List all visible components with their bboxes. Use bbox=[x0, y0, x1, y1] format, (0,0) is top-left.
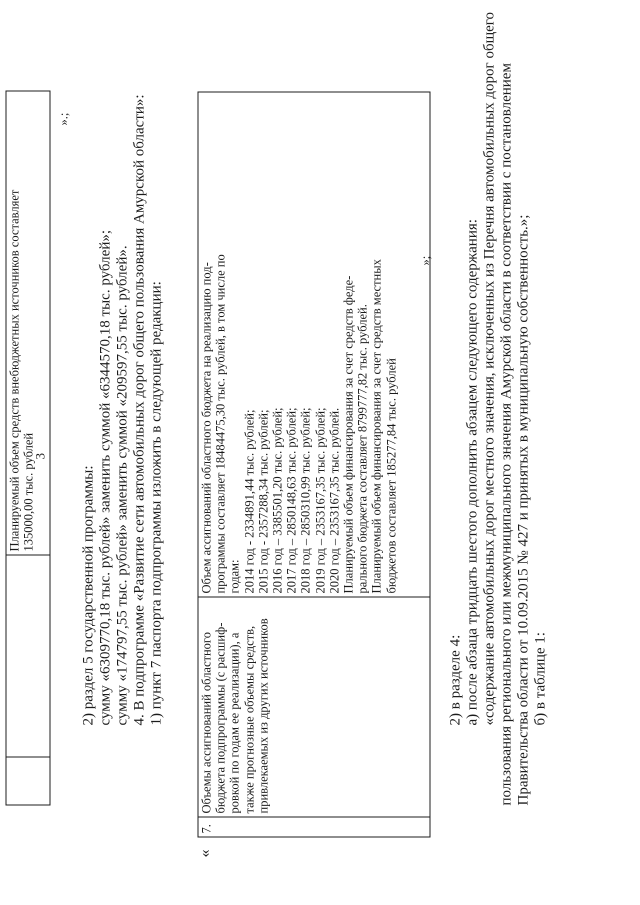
row-number-cell bbox=[198, 817, 430, 837]
table-cell-empty-number bbox=[6, 757, 50, 805]
text-line: пользования регионального или межмуниципального значения Амурской области в соответствии с постановлением bbox=[498, 62, 514, 805]
value-line: Планируемый объем финансирования за счет средств местных bbox=[369, 258, 384, 593]
table-cell-empty-label bbox=[6, 555, 50, 757]
text-line: 2) раздел 5 государственной программы: bbox=[80, 464, 96, 725]
table-closing-quote: »; bbox=[418, 255, 432, 265]
value-line: Планируемый объем финансирования за счет средств феде- bbox=[341, 275, 356, 593]
value-line: 2018 год – 2850310,99 тыс. рублей; bbox=[298, 406, 313, 593]
value-line: Объем ассигнований областного бюджета на реализацию под- bbox=[199, 261, 213, 593]
table-closing-quote: ».; bbox=[56, 112, 70, 125]
value-line: 2014 год - 2334891,44 тыс. рублей; bbox=[241, 409, 256, 593]
value-line: 2016 год – 3385501,20 тыс. рублей; bbox=[270, 406, 285, 593]
label-line: привлекаемых из других источников bbox=[255, 617, 270, 813]
label-line: бюджета подпрограммы (с расшиф- bbox=[213, 622, 228, 813]
extrabudgetary-line: Планируемый объем средств внебюджетных источников составляет bbox=[7, 189, 21, 551]
value-line: годам: bbox=[227, 559, 242, 593]
value-line: 2019 год – 2353167,35 тыс. рублей; bbox=[312, 406, 327, 593]
label-line: ровкой по годам ее реализации), а bbox=[227, 632, 242, 813]
text-line: «содержание автомобильных дорог местного значения, исключенных из Перечня автомобильных дорог общего bbox=[481, 11, 497, 725]
table-cell-extrabudgetary bbox=[6, 91, 50, 555]
continued-table bbox=[5, 90, 50, 805]
value-line: бюджетов составляет 185277,84 тыс. рублей bbox=[383, 357, 398, 593]
text-line: б) в таблице 1: bbox=[532, 631, 548, 725]
value-line: 2020 год – 2353167,35 тыс. рублей. bbox=[326, 407, 341, 593]
value-line: 2015 год - 2357288,34 тыс. рублей; bbox=[255, 409, 270, 593]
text-line: 2) в разделе 4: bbox=[447, 634, 463, 725]
passport-label-cell bbox=[198, 597, 430, 817]
label-line: Объемы ассигнований областного bbox=[199, 631, 213, 813]
text-line: 1) пункт 7 паспорта подпрограммы изложить в следующей редакции: bbox=[148, 280, 164, 725]
text-line: сумму «174797,55 тыс. рублей» заменить суммой «209597,55 тыс. рублей». bbox=[114, 244, 130, 725]
text-line: а) после абзаца тридцать шестого дополнить абзацем следующего содержания: bbox=[464, 218, 480, 725]
row-number: 7. bbox=[199, 823, 213, 833]
extrabudgetary-line: 135000,00 тыс. рублей bbox=[21, 432, 36, 551]
open-quote: « bbox=[196, 849, 213, 857]
text-line: сумму «6309770,18 тыс. рублей» заменить суммой «6344570,18 тыс. рублей»; bbox=[97, 229, 113, 725]
text-line: 4. В подпрограмме «Развитие сети автомобильных дорог общего пользования Амурской области»: bbox=[131, 93, 147, 725]
page-number: 3 bbox=[32, 452, 47, 459]
passport-table bbox=[197, 91, 430, 837]
text-line: Правительства области от 10.09.2015 № 427 и принятых в муниципальную собственность.»; bbox=[515, 214, 531, 805]
label-line: также прогнозные объемы средств, bbox=[241, 625, 256, 813]
value-line: программы составляет 18484475,30 тыс. рублей, в том числе по bbox=[213, 253, 228, 593]
passport-value-cell bbox=[198, 92, 430, 597]
value-line: 2017 год – 2850148,63 тыс. рублей; bbox=[284, 406, 299, 593]
value-line: рального бюджета составляет 8799777,82 тыс. рублей. bbox=[355, 303, 370, 593]
